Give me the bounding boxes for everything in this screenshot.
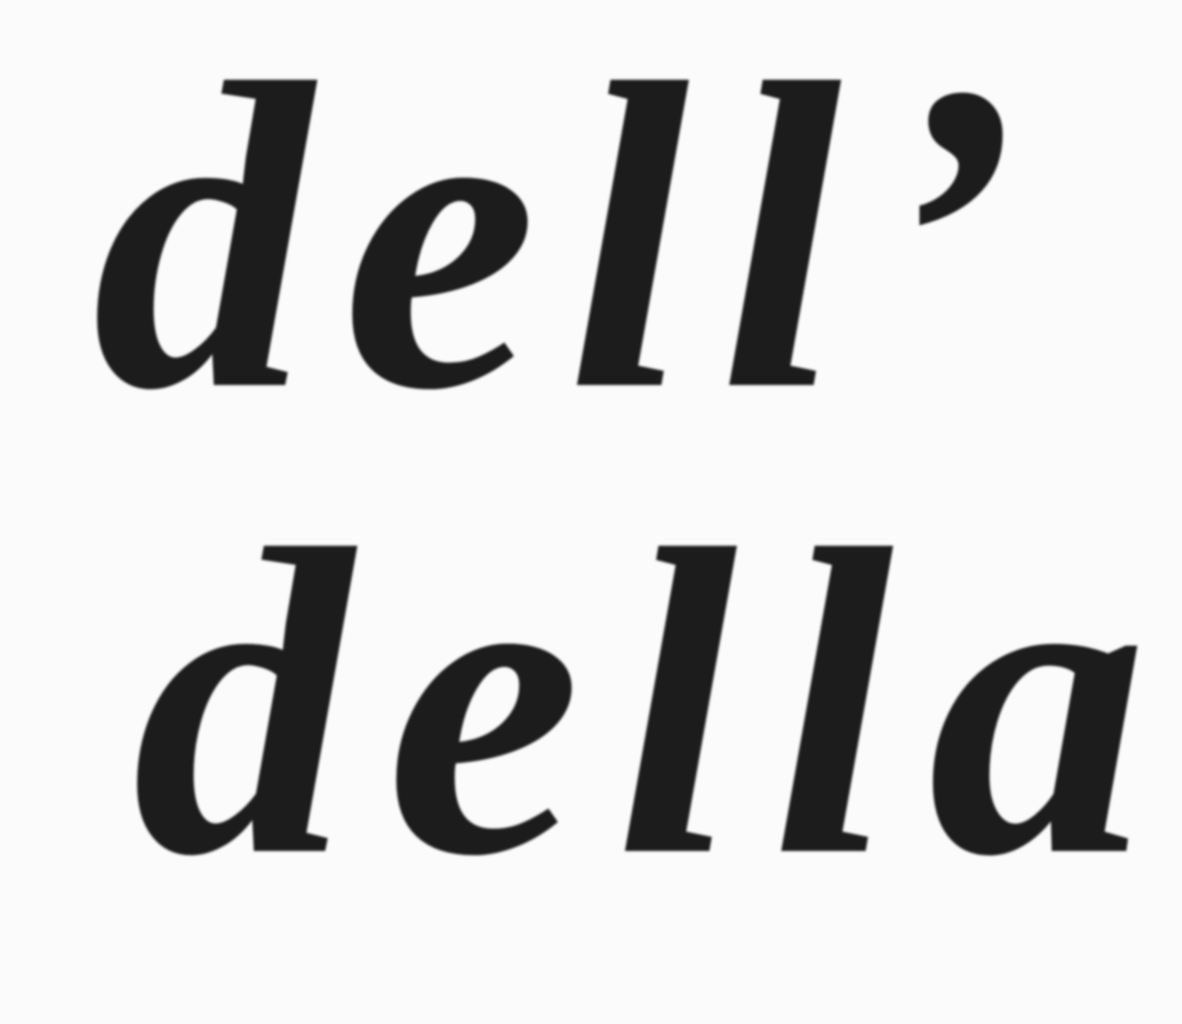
text-line-della: della [132,460,1182,947]
text-line-dell: dell’ [92,0,1049,481]
